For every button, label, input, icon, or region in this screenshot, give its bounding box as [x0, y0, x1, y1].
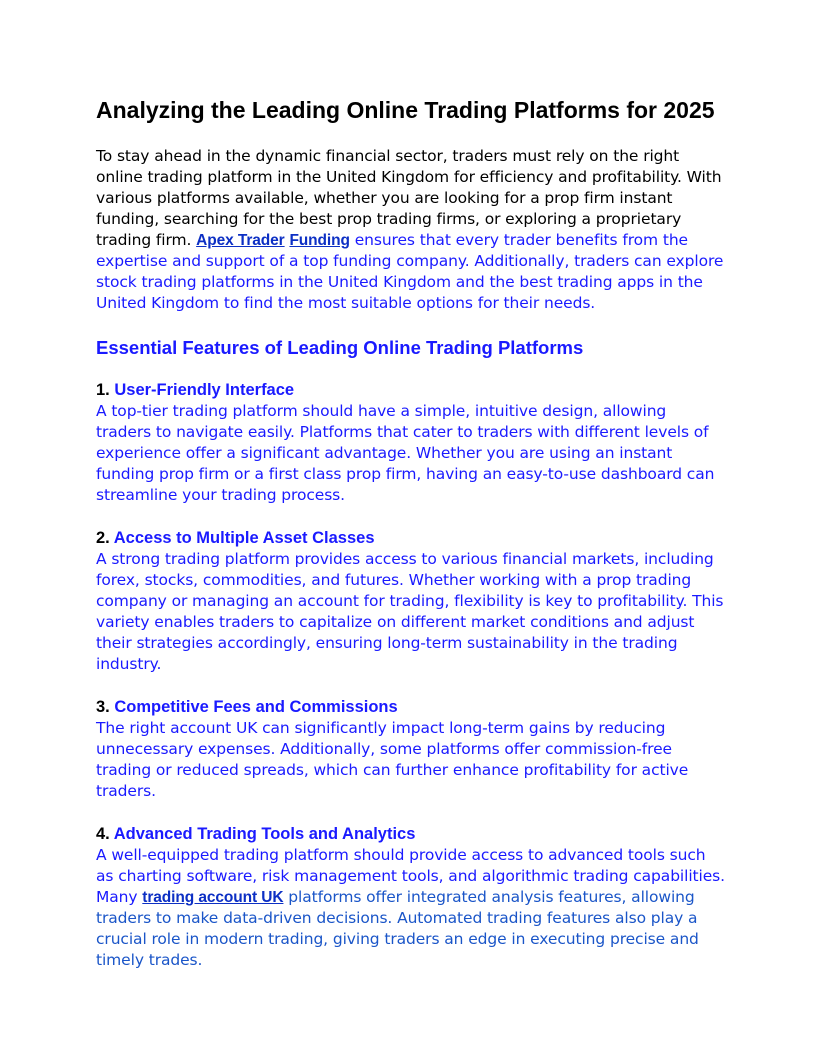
funding-link[interactable]: Funding: [289, 232, 350, 249]
feature-item: [96, 380, 726, 506]
apex-trader-link[interactable]: Apex Trader: [196, 232, 285, 249]
feature-title: Competitive Fees and Commissions: [114, 698, 398, 716]
feature-title: Access to Multiple Asset Classes: [113, 529, 375, 547]
feature-item: [96, 697, 726, 802]
feature-number: 4.: [96, 825, 110, 843]
feature-heading: [96, 824, 726, 845]
feature-body: The right account UK can significantly impact long-term gains by reducing unnecessary expenses. Additionally, some platforms offer commission-free trading or reduced spreads, which can further enhance profitability for active traders.: [96, 719, 689, 800]
feature-body: A top-tier trading platform should have a simple, intuitive design, allowing traders to navigate easily. Platforms that cater to traders with different levels of experience offer a significant advantage. Whether you are using an instant funding prop firm or a first class prop firm, having an easy-to-use dashboard can streamline your trading process.: [96, 402, 715, 504]
trading-account-uk-link[interactable]: trading account UK: [142, 889, 284, 906]
feature-heading: [96, 528, 726, 549]
feature-body-text-continued: platforms offer integrated analysis features, allowing traders to make data-driven decisions. Automated trading features also play a crucial role in modern trading, giving traders an edge in executing precise and timely trades.: [96, 888, 699, 969]
feature-number: 2.: [96, 529, 110, 547]
feature-body: A strong trading platform provides access to various financial markets, including forex, stocks, commodities, and futures. Whether working with a prop trading company or managing an account for trading, flexibility is key to profitability. This variety enables traders to capitalize on different market conditions and adjust their strategies accordingly, ensuring long-term sustainability in the trading industry.: [96, 550, 724, 673]
section-heading: Essential Features of Leading Online Trading Platforms: [96, 337, 584, 358]
feature-heading: [96, 380, 726, 401]
intro-text: To stay ahead in the dynamic financial sector, traders must rely on the right online trading platform in the United Kingdom for efficiency and profitability. With various platforms available, whether you are looking for a prop firm instant funding, searching for the best prop trading firms, or exploring a proprietary trading firm.: [96, 147, 722, 249]
feature-body: [96, 845, 726, 971]
feature-number: 3.: [96, 698, 110, 716]
feature-body-text: A well-equipped trading platform should provide access to advanced tools such as charting software, risk management tools, and algorithmic trading capabilities. Many: [96, 846, 725, 906]
feature-heading: [96, 697, 726, 718]
page-title: Analyzing the Leading Online Trading Platforms for 2025: [96, 97, 715, 123]
feature-title: Advanced Trading Tools and Analytics: [113, 825, 416, 843]
intro-paragraph: [96, 146, 726, 314]
feature-number: 1.: [96, 381, 110, 399]
document-page: [96, 94, 726, 993]
feature-item: [96, 528, 726, 675]
feature-item: [96, 824, 726, 971]
feature-title: User-Friendly Interface: [114, 381, 295, 399]
intro-text-continued: ensures that every trader benefits from the expertise and support of a top funding company. Additionally, traders can explore stock trading platforms in the United Kingdom and the best trading apps in the United Kingdom to find the most suitable options for their needs.: [96, 231, 724, 312]
